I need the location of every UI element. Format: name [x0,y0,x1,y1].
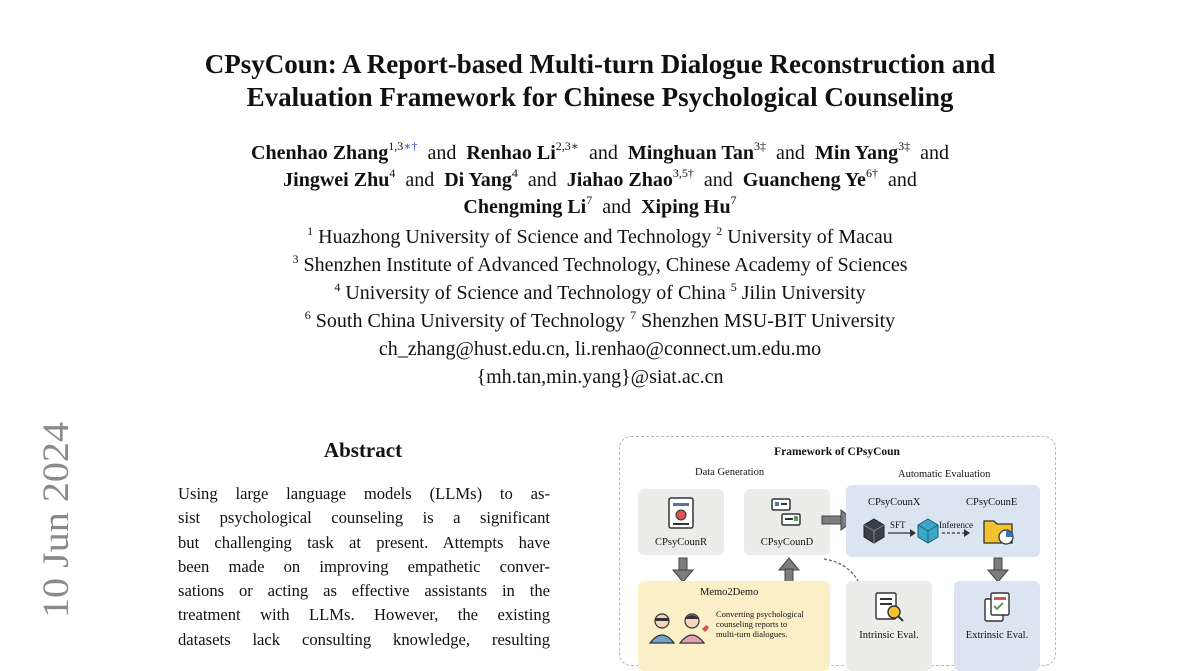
author-sup: 3,5† [672,166,694,180]
author-line-1 [0,140,1200,167]
cpsycound-label: CPsyCounD [760,537,814,548]
memo-desc-line: Converting psychological [716,609,804,619]
author-name: Xiping Hu [641,196,731,218]
intrinsic-eval-label: Intrinsic Eval. [859,630,919,641]
affiliation: Huazhong University of Science and Technology [318,226,712,248]
memo-desc-line: multi-turn dialogues. [716,629,788,639]
aff-number: 4 [334,280,341,294]
intrinsic-eval-card [846,581,932,671]
affiliation: University of Science and Technology of China [345,282,726,304]
aff-number: 1 [307,224,314,238]
aff-number: 5 [730,280,737,294]
author-name: Renhao Li [466,142,556,164]
abstract-line: been made on improving empathetic conver- [178,556,550,576]
sft-label: SFT [890,520,906,530]
cpsycound-card [744,489,830,555]
author-name: Guancheng Ye [742,169,866,191]
author-sup: 7 [586,193,593,207]
paper-title [0,48,1200,114]
author-name: Chengming Li [463,196,587,218]
author-name: Di Yang [444,169,512,191]
dialogue-icon [770,497,804,529]
author-name: Jingwei Zhu [283,169,390,191]
author-line-3 [0,194,1200,221]
author-sup: 3‡ [754,139,767,153]
figure-title: Framework of CPsyCoun [774,446,900,458]
memo2demo-card [638,581,830,671]
author-name: Chenhao Zhang [251,142,389,164]
author-sup: 1,3 [388,139,404,153]
author-sup: 6† [865,166,878,180]
author-sup: 4 [389,166,396,180]
abstract-body [178,482,550,652]
arrow-down-icon [672,557,694,583]
and-word: and [405,169,435,191]
author-sup: 3‡ [898,139,911,153]
affiliation: Shenzhen Institute of Advanced Technology, Chinese Academy of Sciences [303,254,908,276]
cpsycounx-label: CPsyCounX [868,497,921,508]
abstract-line: sist psychological counseling is a significant [178,508,550,528]
aff-number: 3 [292,252,299,266]
affiliation-line-3 [0,279,1200,307]
abstract-line: datasets lack consulting knowledge, resulting [178,629,550,649]
author-name: Jiahao Zhao [566,169,673,191]
and-word: and [527,169,557,191]
and-word: and [602,196,632,218]
arrow-up-icon [778,557,800,583]
affiliation-line-1 [0,223,1200,251]
affiliation: Shenzhen MSU-BIT University [641,310,896,332]
and-word: and [887,169,917,191]
affiliation: South China University of Technology [315,310,626,332]
automatic-evaluation-label: Automatic Evaluation [898,469,991,480]
author-line-2 [0,167,1200,194]
counselor-client-icon [646,609,710,645]
author-mark: ∗† [403,139,418,153]
extrinsic-eval-label: Extrinsic Eval. [965,630,1029,641]
abstract-heading: Abstract [323,438,403,462]
email-line-1: ch_zhang@hust.edu.cn, li.renhao@connect.um.edu.mo [378,338,822,360]
and-word: and [920,142,949,164]
and-word: and [703,169,733,191]
and-word: and [427,142,457,164]
extrinsic-eval-card [954,581,1040,671]
author-sup: 7 [730,193,737,207]
title-line-1: CPsyCoun: A Report-based Multi-turn Dialogue Reconstruction and [204,49,996,79]
author-sup: 2,3∗ [555,139,579,153]
author-name: Minghuan Tan [627,142,755,164]
abstract-line: Using large language models (LLMs) to as- [178,484,550,503]
aff-number: 2 [716,224,723,238]
arxiv-date-stamp [24,420,84,620]
framework-figure [619,436,1056,666]
and-word: and [588,142,618,164]
inference-label: Inference [939,520,973,530]
affiliation-line-4 [0,307,1200,335]
aff-number: 6 [304,308,311,322]
affiliation: University of Macau [727,226,893,248]
affiliation: Jilin University [741,282,866,304]
title-line-2: Evaluation Framework for Chinese Psychological Counseling [246,82,954,112]
affiliation-line-2 [0,251,1200,279]
document-search-icon [873,591,905,623]
arrow-down-icon [987,557,1009,583]
memo-desc-line: counseling reports to [716,619,788,629]
author-name: Min Yang [814,142,899,164]
arxiv-date: 10 Jun 2024 [36,437,77,618]
memo2demo-description [716,609,804,639]
abstract-line: sations or acting as effective assistants in the [178,581,550,601]
cpsycounr-card [638,489,724,555]
cpsycoune-label: CPsyCounE [966,497,1018,508]
cpsycounr-label: CPsyCounR [655,537,707,548]
report-icon [666,497,696,529]
email-line-2: {mh.tan,min.yang}@siat.ac.cn [476,366,724,388]
data-generation-label: Data Generation [695,467,765,478]
automatic-evaluation-card [846,485,1040,557]
abstract-line: treatment with LLMs. However, the existing [178,605,550,625]
clipboard-check-icon [981,591,1013,623]
author-sup: 4 [511,166,518,180]
abstract-line: but challenging task at present. Attempts have [178,532,550,552]
aff-number: 7 [630,308,637,322]
folder-chart-icon [982,515,1016,547]
and-word: and [776,142,805,164]
memo2demo-label: Memo2Demo [700,587,759,598]
